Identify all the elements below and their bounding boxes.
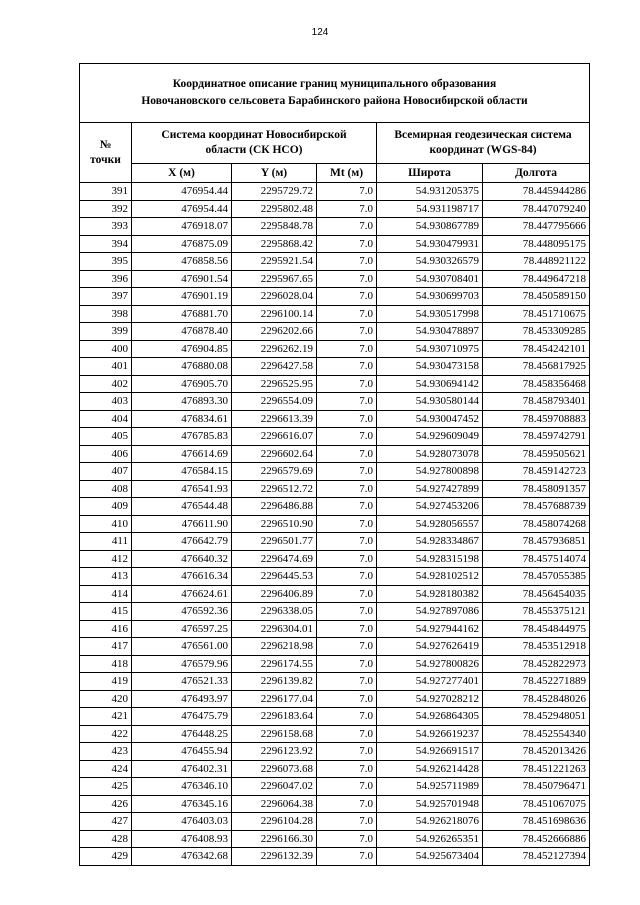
table-row (80, 550, 590, 568)
latitude-cell: 54.927626419 (377, 638, 483, 656)
table-row (80, 760, 590, 778)
x-cell: 476614.69 (132, 445, 232, 463)
latitude-cell: 54.930708401 (377, 270, 483, 288)
y-cell: 2296510.90 (232, 515, 317, 533)
mt-cell: 7.0 (317, 603, 377, 621)
x-cell: 476597.25 (132, 620, 232, 638)
latitude-cell: 54.929609049 (377, 428, 483, 446)
x-cell: 476875.09 (132, 235, 232, 253)
point-number-cell: 400 (80, 340, 132, 358)
latitude-cell: 54.930694142 (377, 375, 483, 393)
point-number-cell: 426 (80, 795, 132, 813)
wgs-system-header: Всемирная геодезическая система координат (WGS-84) (377, 123, 590, 164)
mt-cell: 7.0 (317, 533, 377, 551)
mt-cell: 7.0 (317, 690, 377, 708)
point-number-cell: 410 (80, 515, 132, 533)
y-cell: 2296028.04 (232, 288, 317, 306)
point-number-cell: 413 (80, 568, 132, 586)
mt-cell: 7.0 (317, 445, 377, 463)
x-cell: 476954.44 (132, 183, 232, 201)
longitude-cell: 78.458091357 (483, 480, 590, 498)
table-row (80, 673, 590, 691)
table-row (80, 375, 590, 393)
latitude-cell: 54.926864305 (377, 708, 483, 726)
table-row (80, 725, 590, 743)
mt-cell: 7.0 (317, 708, 377, 726)
longitude-cell: 78.448095175 (483, 235, 590, 253)
x-cell: 476592.36 (132, 603, 232, 621)
point-number-cell: 425 (80, 778, 132, 796)
y-cell: 2296427.58 (232, 358, 317, 376)
y-cell: 2295729.72 (232, 183, 317, 201)
point-number-cell: 402 (80, 375, 132, 393)
latitude-cell: 54.927944162 (377, 620, 483, 638)
point-number-cell: 424 (80, 760, 132, 778)
latitude-cell: 54.927028212 (377, 690, 483, 708)
point-number-cell: 403 (80, 393, 132, 411)
point-number-cell: 429 (80, 848, 132, 866)
coordinates-table (79, 63, 590, 866)
title-line-1: Координатное описание границ муниципального образования (172, 78, 497, 90)
latitude-cell: 54.925701948 (377, 795, 483, 813)
mt-cell: 7.0 (317, 830, 377, 848)
y-cell: 2296139.82 (232, 673, 317, 691)
table-row (80, 638, 590, 656)
point-number-cell: 415 (80, 603, 132, 621)
mt-cell: 7.0 (317, 743, 377, 761)
x-cell: 476579.96 (132, 655, 232, 673)
longitude-cell: 78.452554340 (483, 725, 590, 743)
longitude-cell: 78.447795666 (483, 218, 590, 236)
y-cell: 2296183.64 (232, 708, 317, 726)
latitude-cell: 54.927800826 (377, 655, 483, 673)
longitude-cell: 78.451698636 (483, 813, 590, 831)
table-row (80, 480, 590, 498)
mt-cell: 7.0 (317, 183, 377, 201)
y-cell: 2296073.68 (232, 760, 317, 778)
longitude-cell: 78.452822973 (483, 655, 590, 673)
table-row (80, 410, 590, 428)
latitude-cell: 54.928102512 (377, 568, 483, 586)
nso-system-header: Система координат Новосибирской области (СК НСО) (132, 123, 377, 164)
y-cell: 2295848.78 (232, 218, 317, 236)
y-cell: 2296512.72 (232, 480, 317, 498)
latitude-header: Широта (377, 164, 483, 183)
mt-cell: 7.0 (317, 848, 377, 866)
latitude-cell: 54.928334867 (377, 533, 483, 551)
longitude-cell: 78.448921122 (483, 253, 590, 271)
mt-cell: 7.0 (317, 410, 377, 428)
y-cell: 2296554.09 (232, 393, 317, 411)
point-number-cell: 421 (80, 708, 132, 726)
longitude-cell: 78.459708883 (483, 410, 590, 428)
longitude-cell: 78.455375121 (483, 603, 590, 621)
mt-cell: 7.0 (317, 305, 377, 323)
table-row (80, 778, 590, 796)
table-row (80, 358, 590, 376)
mt-cell: 7.0 (317, 375, 377, 393)
x-cell: 476493.97 (132, 690, 232, 708)
table-row (80, 655, 590, 673)
x-cell: 476893.30 (132, 393, 232, 411)
point-number-cell: 427 (80, 813, 132, 831)
table-row (80, 498, 590, 516)
table-row (80, 515, 590, 533)
latitude-cell: 54.925711989 (377, 778, 483, 796)
latitude-cell: 54.926691517 (377, 743, 483, 761)
y-cell: 2296158.68 (232, 725, 317, 743)
table-row (80, 270, 590, 288)
latitude-cell: 54.928315198 (377, 550, 483, 568)
point-number-cell: 418 (80, 655, 132, 673)
mt-cell: 7.0 (317, 340, 377, 358)
point-number-cell: 399 (80, 323, 132, 341)
y-cell: 2296262.19 (232, 340, 317, 358)
x-cell: 476918.07 (132, 218, 232, 236)
y-cell: 2296174.55 (232, 655, 317, 673)
mt-cell: 7.0 (317, 200, 377, 218)
longitude-cell: 78.449647218 (483, 270, 590, 288)
latitude-cell: 54.931198717 (377, 200, 483, 218)
point-number-cell: 408 (80, 480, 132, 498)
table-row (80, 830, 590, 848)
longitude-cell: 78.451067075 (483, 795, 590, 813)
latitude-cell: 54.926218076 (377, 813, 483, 831)
mt-cell: 7.0 (317, 235, 377, 253)
x-cell: 476881.70 (132, 305, 232, 323)
table-row (80, 690, 590, 708)
x-cell: 476954.44 (132, 200, 232, 218)
y-cell: 2296123.92 (232, 743, 317, 761)
longitude-cell: 78.458793401 (483, 393, 590, 411)
longitude-cell: 78.457055385 (483, 568, 590, 586)
table-row (80, 200, 590, 218)
y-cell: 2296579.69 (232, 463, 317, 481)
x-cell: 476901.19 (132, 288, 232, 306)
y-cell: 2296104.28 (232, 813, 317, 831)
longitude-cell: 78.452848026 (483, 690, 590, 708)
table-row (80, 393, 590, 411)
point-number-cell: 395 (80, 253, 132, 271)
longitude-cell: 78.451710675 (483, 305, 590, 323)
page-number: 124 (311, 27, 329, 38)
x-cell: 476342.68 (132, 848, 232, 866)
latitude-cell: 54.928180382 (377, 585, 483, 603)
y-cell: 2296177.04 (232, 690, 317, 708)
point-number-cell: 414 (80, 585, 132, 603)
x-cell: 476408.93 (132, 830, 232, 848)
point-number-cell: 406 (80, 445, 132, 463)
latitude-cell: 54.927800898 (377, 463, 483, 481)
y-cell: 2296501.77 (232, 533, 317, 551)
x-header: X (м) (132, 164, 232, 183)
longitude-cell: 78.459505621 (483, 445, 590, 463)
x-cell: 476448.25 (132, 725, 232, 743)
longitude-cell: 78.452666886 (483, 830, 590, 848)
mt-cell: 7.0 (317, 620, 377, 638)
y-cell: 2296602.64 (232, 445, 317, 463)
x-cell: 476880.08 (132, 358, 232, 376)
table-row (80, 603, 590, 621)
table-row (80, 848, 590, 866)
point-number-cell: 409 (80, 498, 132, 516)
point-number-cell: 422 (80, 725, 132, 743)
mt-header: Mt (м) (317, 164, 377, 183)
mt-cell: 7.0 (317, 253, 377, 271)
longitude-cell: 78.453512918 (483, 638, 590, 656)
longitude-cell: 78.452127394 (483, 848, 590, 866)
table-row (80, 708, 590, 726)
longitude-cell: 78.452013426 (483, 743, 590, 761)
longitude-cell: 78.452948051 (483, 708, 590, 726)
latitude-cell: 54.930478897 (377, 323, 483, 341)
longitude-cell: 78.452271889 (483, 673, 590, 691)
y-cell: 2295921.54 (232, 253, 317, 271)
longitude-cell: 78.456454035 (483, 585, 590, 603)
mt-cell: 7.0 (317, 393, 377, 411)
latitude-cell: 54.926214428 (377, 760, 483, 778)
longitude-cell: 78.457688739 (483, 498, 590, 516)
latitude-cell: 54.930867789 (377, 218, 483, 236)
mt-cell: 7.0 (317, 498, 377, 516)
x-cell: 476878.40 (132, 323, 232, 341)
point-number-cell: 428 (80, 830, 132, 848)
y-cell: 2296616.07 (232, 428, 317, 446)
point-number-cell: 419 (80, 673, 132, 691)
longitude-cell: 78.454844975 (483, 620, 590, 638)
x-cell: 476455.94 (132, 743, 232, 761)
latitude-cell: 54.926265351 (377, 830, 483, 848)
y-cell: 2296166.30 (232, 830, 317, 848)
x-cell: 476858.56 (132, 253, 232, 271)
x-cell: 476541.93 (132, 480, 232, 498)
point-number-cell: 393 (80, 218, 132, 236)
y-cell: 2296218.98 (232, 638, 317, 656)
latitude-cell: 54.930326579 (377, 253, 483, 271)
y-cell: 2296064.38 (232, 795, 317, 813)
mt-cell: 7.0 (317, 480, 377, 498)
table-row (80, 183, 590, 201)
mt-cell: 7.0 (317, 813, 377, 831)
x-cell: 476402.31 (132, 760, 232, 778)
longitude-header: Долгота (483, 164, 590, 183)
latitude-cell: 54.930517998 (377, 305, 483, 323)
point-number-cell: 420 (80, 690, 132, 708)
point-number-cell: 391 (80, 183, 132, 201)
latitude-cell: 54.928056557 (377, 515, 483, 533)
mt-cell: 7.0 (317, 515, 377, 533)
mt-cell: 7.0 (317, 463, 377, 481)
table-row (80, 305, 590, 323)
title-line-2: Новочановского сельсовета Барабинского района Новосибирской области (141, 95, 528, 107)
latitude-cell: 54.927453206 (377, 498, 483, 516)
point-number-cell: 396 (80, 270, 132, 288)
mt-cell: 7.0 (317, 323, 377, 341)
y-cell: 2296445.53 (232, 568, 317, 586)
point-number-cell: 412 (80, 550, 132, 568)
longitude-cell: 78.450796471 (483, 778, 590, 796)
latitude-cell: 54.930580144 (377, 393, 483, 411)
latitude-cell: 54.927277401 (377, 673, 483, 691)
table-row (80, 445, 590, 463)
mt-cell: 7.0 (317, 585, 377, 603)
y-cell: 2295802.48 (232, 200, 317, 218)
table-row (80, 428, 590, 446)
mt-cell: 7.0 (317, 778, 377, 796)
latitude-cell: 54.930047452 (377, 410, 483, 428)
table-row (80, 533, 590, 551)
point-number-cell: 417 (80, 638, 132, 656)
x-cell: 476616.34 (132, 568, 232, 586)
y-cell: 2296100.14 (232, 305, 317, 323)
point-number-cell: 411 (80, 533, 132, 551)
table-row (80, 253, 590, 271)
table-row (80, 585, 590, 603)
point-number-header: № точки (80, 123, 132, 183)
y-cell: 2295868.42 (232, 235, 317, 253)
longitude-cell: 78.450589150 (483, 288, 590, 306)
point-number-cell: 407 (80, 463, 132, 481)
table-row (80, 218, 590, 236)
longitude-cell: 78.459142723 (483, 463, 590, 481)
y-cell: 2296406.89 (232, 585, 317, 603)
point-number-cell: 394 (80, 235, 132, 253)
mt-cell: 7.0 (317, 270, 377, 288)
y-cell: 2296486.88 (232, 498, 317, 516)
point-number-cell: 397 (80, 288, 132, 306)
x-cell: 476905.70 (132, 375, 232, 393)
point-number-cell: 405 (80, 428, 132, 446)
y-cell: 2296613.39 (232, 410, 317, 428)
mt-cell: 7.0 (317, 673, 377, 691)
latitude-cell: 54.930710975 (377, 340, 483, 358)
latitude-cell: 54.928073078 (377, 445, 483, 463)
x-cell: 476611.90 (132, 515, 232, 533)
table-body (80, 183, 590, 866)
latitude-cell: 54.927427899 (377, 480, 483, 498)
x-cell: 476624.61 (132, 585, 232, 603)
y-cell: 2296047.02 (232, 778, 317, 796)
longitude-cell: 78.451221263 (483, 760, 590, 778)
mt-cell: 7.0 (317, 760, 377, 778)
mt-cell: 7.0 (317, 568, 377, 586)
y-cell: 2296474.69 (232, 550, 317, 568)
point-number-cell: 392 (80, 200, 132, 218)
latitude-cell: 54.926619237 (377, 725, 483, 743)
x-cell: 476561.00 (132, 638, 232, 656)
point-number-cell: 404 (80, 410, 132, 428)
x-cell: 476475.79 (132, 708, 232, 726)
x-cell: 476403.03 (132, 813, 232, 831)
mt-cell: 7.0 (317, 655, 377, 673)
latitude-cell: 54.930699703 (377, 288, 483, 306)
document-title (80, 64, 590, 123)
latitude-cell: 54.930473158 (377, 358, 483, 376)
longitude-cell: 78.458074268 (483, 515, 590, 533)
x-cell: 476345.16 (132, 795, 232, 813)
longitude-cell: 78.445944286 (483, 183, 590, 201)
table-row (80, 323, 590, 341)
table-row (80, 795, 590, 813)
y-cell: 2295967.65 (232, 270, 317, 288)
y-cell: 2296132.39 (232, 848, 317, 866)
table-row (80, 743, 590, 761)
x-cell: 476785.83 (132, 428, 232, 446)
mt-cell: 7.0 (317, 638, 377, 656)
point-number-cell: 416 (80, 620, 132, 638)
y-cell: 2296202.66 (232, 323, 317, 341)
mt-cell: 7.0 (317, 795, 377, 813)
y-cell: 2296338.05 (232, 603, 317, 621)
longitude-cell: 78.453309285 (483, 323, 590, 341)
x-cell: 476346.10 (132, 778, 232, 796)
longitude-cell: 78.458356468 (483, 375, 590, 393)
latitude-cell: 54.925673404 (377, 848, 483, 866)
longitude-cell: 78.456817925 (483, 358, 590, 376)
table-row (80, 235, 590, 253)
mt-cell: 7.0 (317, 288, 377, 306)
y-header: Y (м) (232, 164, 317, 183)
mt-cell: 7.0 (317, 218, 377, 236)
point-number-cell: 401 (80, 358, 132, 376)
latitude-cell: 54.930479931 (377, 235, 483, 253)
mt-cell: 7.0 (317, 428, 377, 446)
x-cell: 476901.54 (132, 270, 232, 288)
mt-cell: 7.0 (317, 358, 377, 376)
table-row (80, 340, 590, 358)
longitude-cell: 78.454242101 (483, 340, 590, 358)
table-row (80, 813, 590, 831)
longitude-cell: 78.447079240 (483, 200, 590, 218)
x-cell: 476642.79 (132, 533, 232, 551)
longitude-cell: 78.457514074 (483, 550, 590, 568)
point-number-cell: 423 (80, 743, 132, 761)
x-cell: 476584.15 (132, 463, 232, 481)
point-number-cell: 398 (80, 305, 132, 323)
x-cell: 476544.48 (132, 498, 232, 516)
x-cell: 476904.85 (132, 340, 232, 358)
x-cell: 476521.33 (132, 673, 232, 691)
latitude-cell: 54.927897086 (377, 603, 483, 621)
table-row (80, 620, 590, 638)
y-cell: 2296525.95 (232, 375, 317, 393)
mt-cell: 7.0 (317, 725, 377, 743)
table-row (80, 288, 590, 306)
mt-cell: 7.0 (317, 550, 377, 568)
table-row (80, 463, 590, 481)
x-cell: 476834.61 (132, 410, 232, 428)
table-row (80, 568, 590, 586)
longitude-cell: 78.457936851 (483, 533, 590, 551)
latitude-cell: 54.931205375 (377, 183, 483, 201)
longitude-cell: 78.459742791 (483, 428, 590, 446)
y-cell: 2296304.01 (232, 620, 317, 638)
x-cell: 476640.32 (132, 550, 232, 568)
